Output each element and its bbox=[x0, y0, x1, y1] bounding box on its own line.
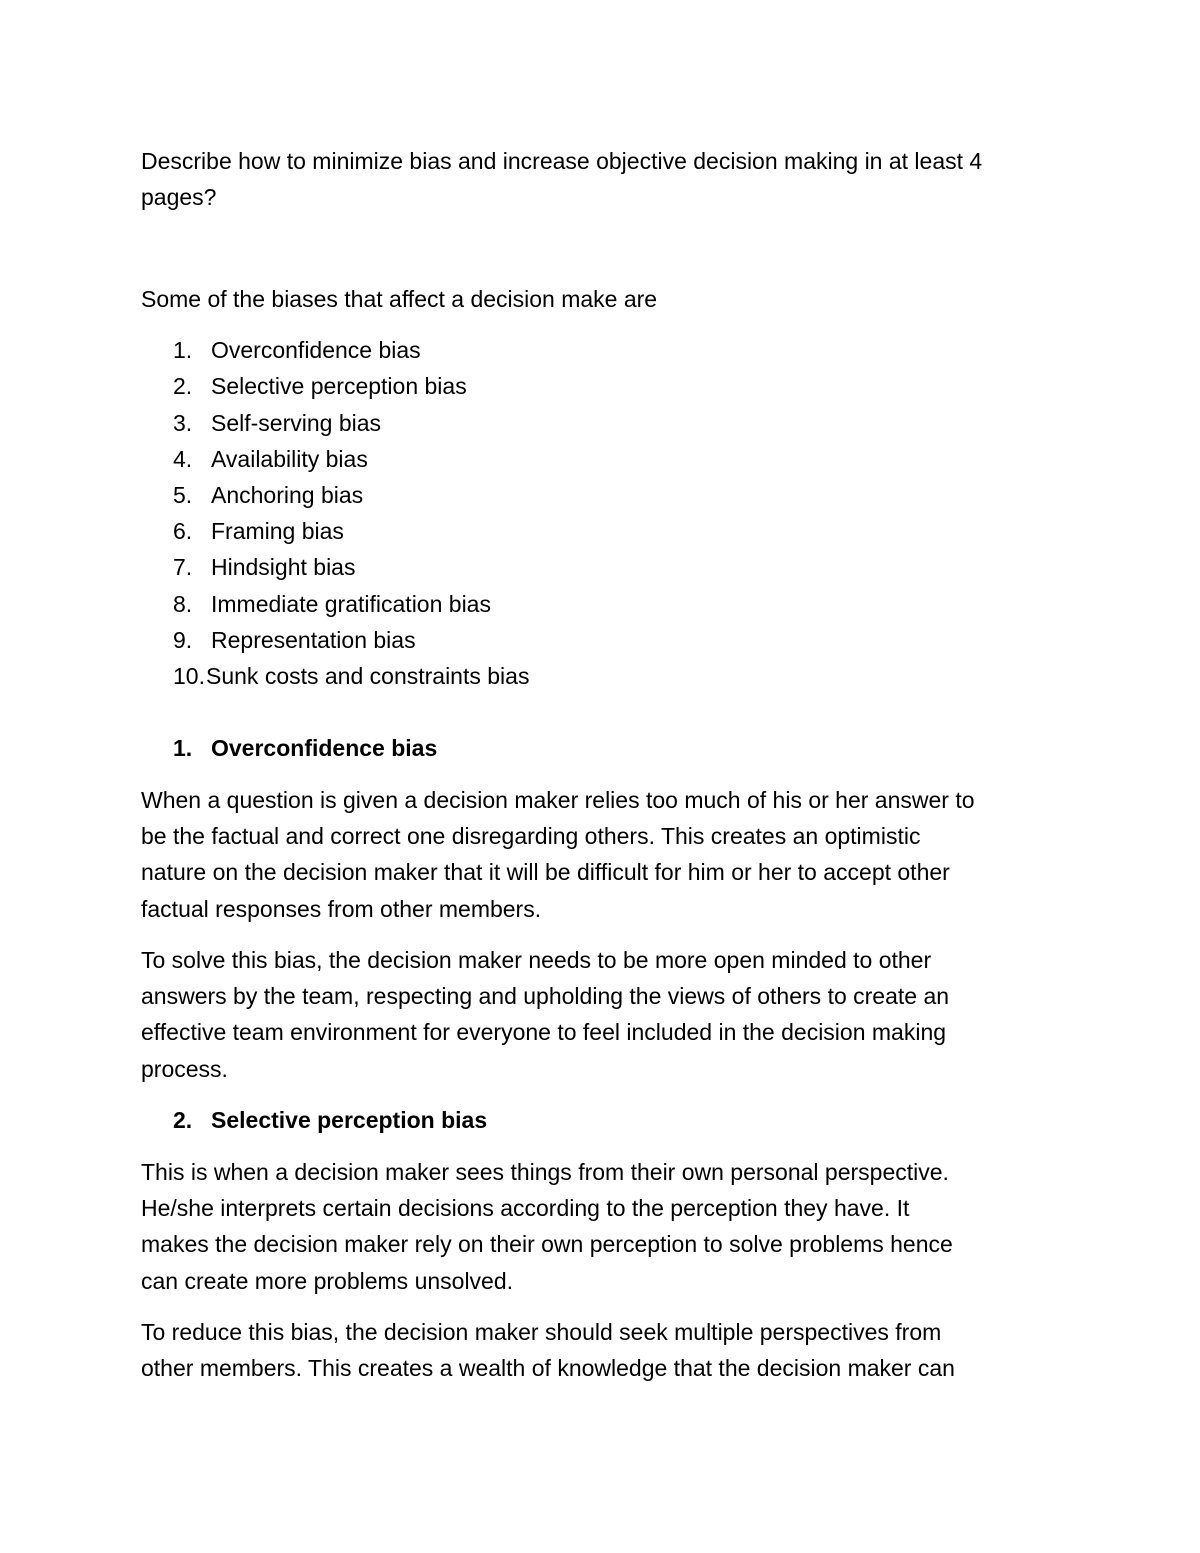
list-item bbox=[0, 556, 1200, 586]
list-item-label: Immediate gratification bias bbox=[211, 591, 491, 617]
section-heading bbox=[0, 737, 1200, 767]
list-item-number: 2. bbox=[173, 373, 193, 399]
paragraph-line: process. bbox=[141, 1056, 228, 1082]
paragraph-line: factual responses from other members. bbox=[141, 896, 542, 922]
list-item bbox=[0, 339, 1200, 369]
list-item bbox=[0, 448, 1200, 478]
paragraph-line: makes the decision maker rely on their own perception to solve problems hence bbox=[141, 1231, 953, 1257]
list-item-label: Framing bias bbox=[211, 518, 344, 544]
list-item bbox=[0, 412, 1200, 442]
list-item-label: Availability bias bbox=[211, 446, 368, 472]
section-heading bbox=[0, 1109, 1200, 1139]
paragraph-line: This is when a decision maker sees things from their own personal perspective. bbox=[141, 1159, 949, 1185]
list-item bbox=[0, 593, 1200, 623]
question-line-2: pages? bbox=[141, 184, 217, 210]
paragraph-line: other members. This creates a wealth of knowledge that the decision maker can bbox=[141, 1355, 955, 1381]
paragraph-line: can create more problems unsolved. bbox=[141, 1268, 514, 1294]
list-item bbox=[0, 484, 1200, 514]
paragraph-line: To reduce this bias, the decision maker should seek multiple perspectives from bbox=[141, 1319, 942, 1345]
list-item-number: 10. bbox=[173, 663, 205, 689]
paragraph-line: nature on the decision maker that it will be difficult for him or her to accept other bbox=[141, 859, 950, 885]
list-item bbox=[0, 665, 1200, 695]
list-item-number: 5. bbox=[173, 482, 193, 508]
paragraph-line: be the factual and correct one disregarding others. This creates an optimistic bbox=[141, 823, 921, 849]
list-item-label: Self-serving bias bbox=[211, 410, 382, 436]
paragraph-line: effective team environment for everyone to feel included in the decision making bbox=[141, 1019, 947, 1045]
paragraph-line: When a question is given a decision maker relies too much of his or her answer to bbox=[141, 787, 975, 813]
list-item-label: Selective perception bias bbox=[211, 373, 467, 399]
list-item-label: Representation bias bbox=[211, 627, 416, 653]
intro-text: Some of the biases that affect a decision make are bbox=[141, 286, 658, 312]
list-item-label: Hindsight bias bbox=[211, 554, 356, 580]
list-item-number: 3. bbox=[173, 410, 193, 436]
question-line-1: Describe how to minimize bias and increase objective decision making in at least 4 bbox=[141, 148, 983, 174]
list-item-number: 1. bbox=[173, 337, 193, 363]
paragraph-line: He/she interprets certain decisions according to the perception they have. It bbox=[141, 1195, 910, 1221]
list-item-number: 8. bbox=[173, 591, 193, 617]
paragraph-line: answers by the team, respecting and upholding the views of others to create an bbox=[141, 983, 950, 1009]
list-item-label: Overconfidence bias bbox=[211, 337, 421, 363]
list-item-number: 4. bbox=[173, 446, 193, 472]
section-number: 2. bbox=[173, 1107, 193, 1133]
list-item bbox=[0, 629, 1200, 659]
section-title: Overconfidence bias bbox=[211, 735, 438, 761]
list-item-label: Sunk costs and constraints bias bbox=[206, 663, 530, 689]
list-item-label: Anchoring bias bbox=[211, 482, 364, 508]
list-item-number: 9. bbox=[173, 627, 193, 653]
list-item-number: 7. bbox=[173, 554, 193, 580]
section-title: Selective perception bias bbox=[211, 1107, 488, 1133]
section-number: 1. bbox=[173, 735, 193, 761]
list-item bbox=[0, 520, 1200, 550]
paragraph-line: To solve this bias, the decision maker needs to be more open minded to other bbox=[141, 947, 932, 973]
list-item-number: 6. bbox=[173, 518, 193, 544]
list-item bbox=[0, 375, 1200, 405]
